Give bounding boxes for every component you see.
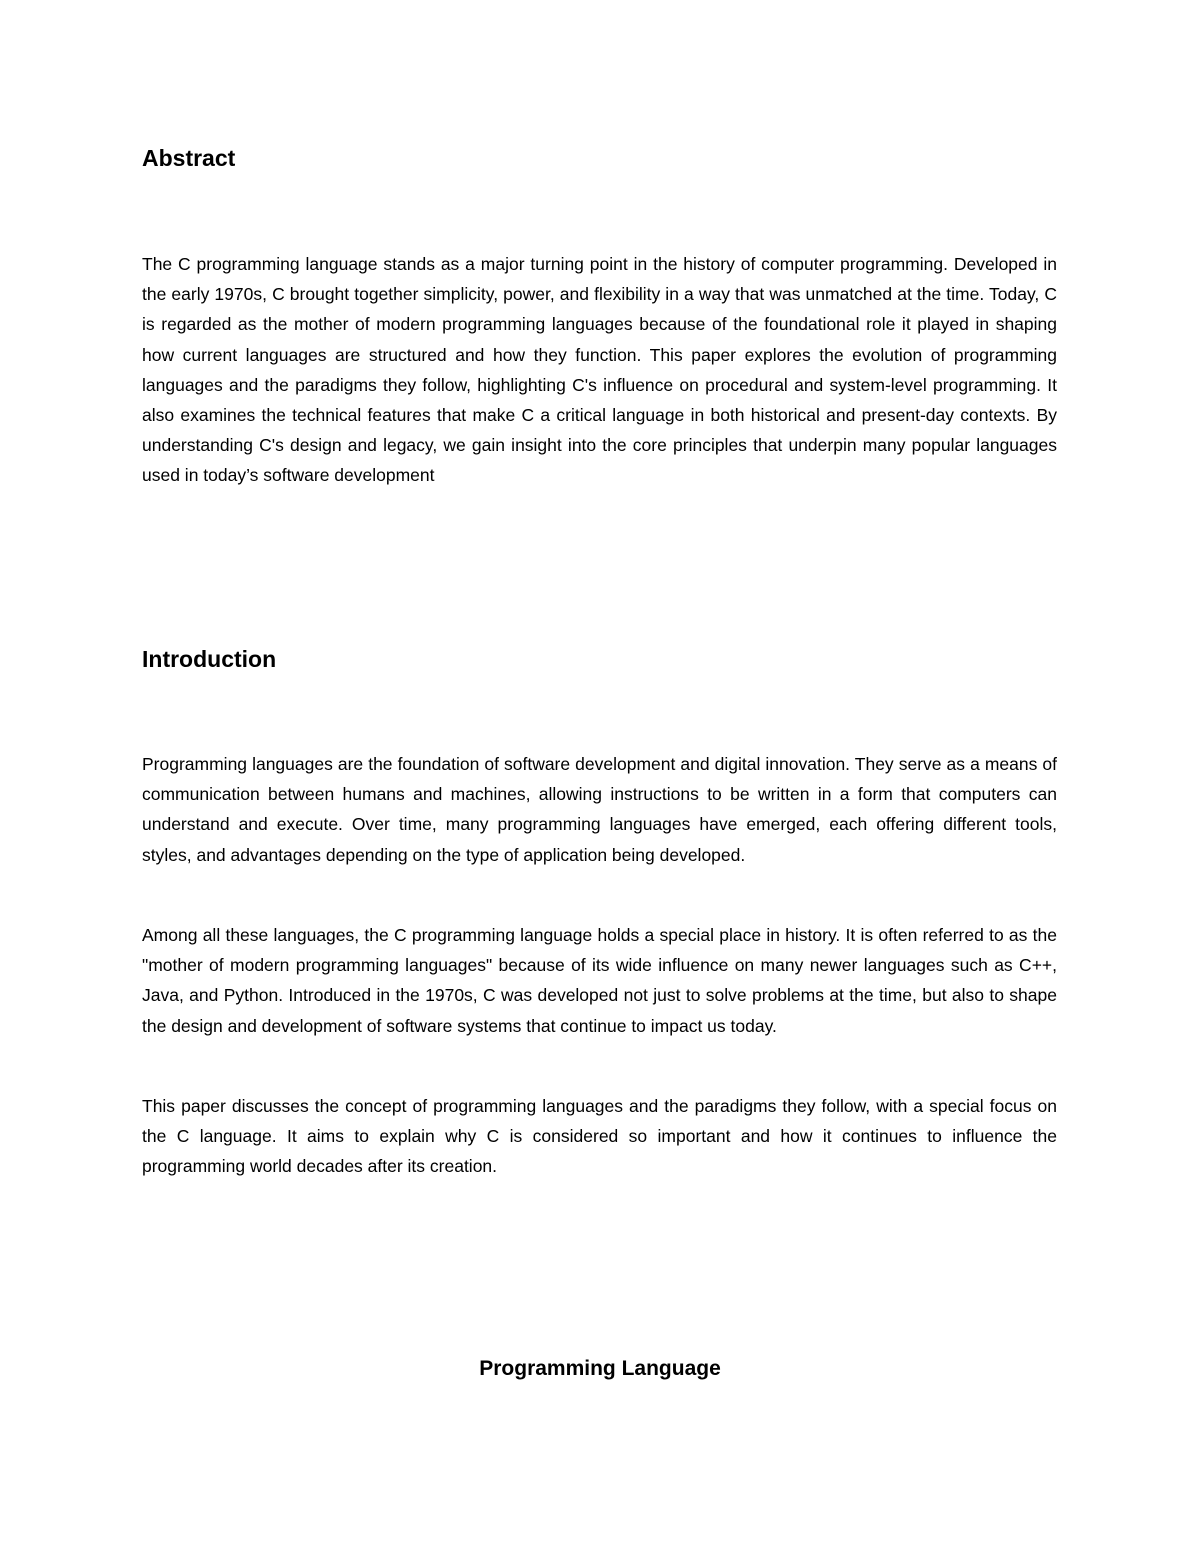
abstract-heading: Abstract bbox=[142, 145, 236, 171]
introduction-paragraph-2: Among all these languages, the C programming language holds a special place in history. It is often referred to as the "mother of modern programming languages" because of its wide influence on many newer languages such as C++, Java, and Python. Introduced in the 1970s, C was developed not just to solve problems at the time, but also to shape the design and development of software systems that continue to impact us today. bbox=[142, 925, 1057, 1036]
introduction-heading: Introduction bbox=[142, 646, 277, 672]
programming-language-heading: Programming Language bbox=[479, 1357, 721, 1380]
introduction-paragraph-1: Programming languages are the foundation of software development and digital innovation. They serve as a means of communication between humans and machines, allowing instructions to be written in a form that computers can understand and execute. Over time, many programming languages have emerged, each offering different tools, styles, and advantages depending on the type of application being developed. bbox=[142, 754, 1057, 865]
abstract-paragraph: The C programming language stands as a major turning point in the history of computer programming. Developed in the early 1970s, C brought together simplicity, power, and flexibility in a way that was unmatched at the time. Today, C is regarded as the mother of modern programming languages because of the foundational role it played in shaping how current languages are structured and how they function. This paper explores the evolution of programming languages and the paradigms they follow, highlighting C's influence on procedural and system-level programming. It also examines the technical features that make C a critical language in both historical and present-day contexts. By understanding C's design and legacy, we gain insight into the core principles that underpin many popular languages used in today’s software development bbox=[142, 254, 1057, 486]
introduction-paragraph-3: This paper discusses the concept of programming languages and the paradigms they follow, with a special focus on the C language. It aims to explain why C is considered so important and how it continues to influence the programming world decades after its creation. bbox=[142, 1096, 1057, 1177]
